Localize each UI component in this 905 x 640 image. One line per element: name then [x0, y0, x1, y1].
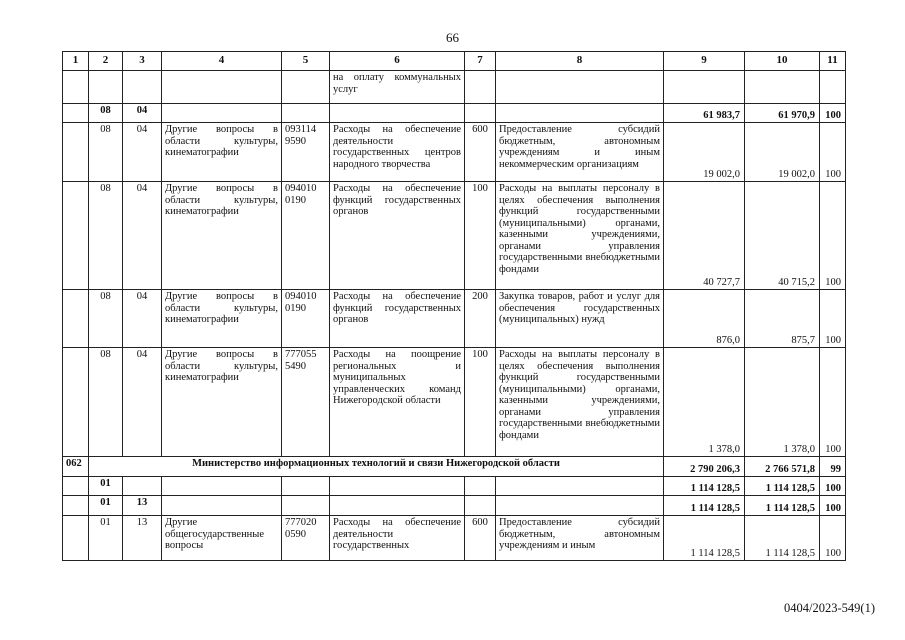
cell-subsection-code: 13 [123, 516, 162, 561]
document-code: 0404/2023-549(1) [784, 601, 875, 615]
cell-section [63, 477, 89, 496]
cell-section-code [89, 71, 123, 104]
column-header: 1 [63, 52, 89, 71]
cell-planned: 1 114 128,5 [664, 477, 745, 496]
column-header: 10 [745, 52, 820, 71]
cell-planned: 40 727,7 [664, 182, 745, 290]
cell-subsection-name [162, 71, 282, 104]
cell-expense-type: 100 [465, 182, 496, 290]
cell-section-code: 08 [89, 182, 123, 290]
cell-executed: 1 378,0 [745, 348, 820, 457]
cell-subsection-name [162, 104, 282, 123]
column-header: 6 [330, 52, 465, 71]
column-header: 4 [162, 52, 282, 71]
cell-planned: 2 790 206,3 [664, 457, 745, 477]
cell-percent [820, 71, 846, 104]
cell-section [63, 348, 89, 457]
cell-executed: 2 766 571,8 [745, 457, 820, 477]
cell-target-code [282, 496, 330, 516]
cell-planned [664, 71, 745, 104]
cell-section [63, 123, 89, 182]
cell-section [63, 516, 89, 561]
cell-expense-name: Расходы на выплаты персоналу в целях обеспечения выполнения функций государственными (муниципальными) органами, казенными учреждениями, органами управления государственными внебюджетными фондами [496, 348, 664, 457]
cell-subsection-name [162, 496, 282, 516]
page-number: 66 [446, 30, 459, 45]
cell-executed: 19 002,0 [745, 123, 820, 182]
cell-subsection-name: Другие вопросы в области культуры, кинематографии [162, 182, 282, 290]
cell-percent: 100 [820, 182, 846, 290]
cell-planned: 1 114 128,5 [664, 516, 745, 561]
header-row [63, 52, 846, 71]
table-row [63, 123, 846, 182]
cell-executed [745, 71, 820, 104]
cell-executed: 875,7 [745, 290, 820, 348]
cell-section [63, 104, 89, 123]
table-row [63, 496, 846, 516]
cell-subsection-name: Другие вопросы в области культуры, кинематографии [162, 123, 282, 182]
cell-target-code: 777020 0590 [282, 516, 330, 561]
table-row [63, 348, 846, 457]
cell-executed: 1 114 128,5 [745, 516, 820, 561]
cell-expense-type [465, 71, 496, 104]
cell-section-code: 08 [89, 348, 123, 457]
cell-executed: 1 114 128,5 [745, 496, 820, 516]
cell-section [63, 496, 89, 516]
cell-subsection-code: 04 [123, 348, 162, 457]
column-header: 2 [89, 52, 123, 71]
cell-expense-name: Закупка товаров, работ и услуг для обеспечения государственных (муниципальных) нужд [496, 290, 664, 348]
column-header: 9 [664, 52, 745, 71]
cell-expense-type [465, 104, 496, 123]
ministry-title: Министерство информационных технологий и связи Нижегородской области [89, 457, 664, 477]
cell-subsection-code: 04 [123, 104, 162, 123]
cell-target-name: Расходы на обеспечение функций государственных органов [330, 182, 465, 290]
column-header: 8 [496, 52, 664, 71]
table-row [63, 182, 846, 290]
cell-percent: 100 [820, 290, 846, 348]
cell-section [63, 71, 89, 104]
cell-subsection-name: Другие вопросы в области культуры, кинематографии [162, 290, 282, 348]
cell-expense-type [465, 477, 496, 496]
cell-target-code: 777055 5490 [282, 348, 330, 457]
cell-target-name: на оплату коммунальных услуг [330, 71, 465, 104]
cell-target-code [282, 477, 330, 496]
cell-target-name: Расходы на обеспечение деятельности государственных [330, 516, 465, 561]
cell-subsection-name: Другие вопросы в области культуры, кинематографии [162, 348, 282, 457]
column-header: 11 [820, 52, 846, 71]
cell-subsection-code: 04 [123, 123, 162, 182]
cell-subsection-code: 04 [123, 182, 162, 290]
cell-target-name [330, 104, 465, 123]
cell-expense-name [496, 477, 664, 496]
cell-percent: 99 [820, 457, 846, 477]
cell-expense-type: 600 [465, 123, 496, 182]
cell-expense-type [465, 496, 496, 516]
cell-expense-name: Предоставление субсидий бюджетным, автономным учреждениям и иным некоммерческим организациям [496, 123, 664, 182]
cell-expense-type: 200 [465, 290, 496, 348]
cell-subsection-code: 04 [123, 290, 162, 348]
cell-section [63, 290, 89, 348]
cell-section-code: 01 [89, 496, 123, 516]
cell-subsection-name: Другие общегосударственные вопросы [162, 516, 282, 561]
cell-target-name [330, 477, 465, 496]
cell-expense-name: Расходы на выплаты персоналу в целях обеспечения выполнения функций государственными (муниципальными) органами, казенными учреждениями, органами управления государственными внебюджетными фондами [496, 182, 664, 290]
budget-table [62, 51, 846, 561]
cell-expense-name [496, 71, 664, 104]
cell-expense-type: 100 [465, 348, 496, 457]
cell-percent: 100 [820, 123, 846, 182]
cell-section-code: 01 [89, 477, 123, 496]
column-header: 3 [123, 52, 162, 71]
cell-section-code: 08 [89, 290, 123, 348]
cell-subsection-code [123, 477, 162, 496]
cell-executed: 40 715,2 [745, 182, 820, 290]
cell-section [63, 182, 89, 290]
cell-section: 062 [63, 457, 89, 477]
cell-section-code: 08 [89, 104, 123, 123]
cell-target-name: Расходы на поощрение региональных и муниципальных управленческих команд Нижегородской области [330, 348, 465, 457]
cell-subsection-code: 13 [123, 496, 162, 516]
cell-percent: 100 [820, 104, 846, 123]
cell-section-code: 01 [89, 516, 123, 561]
cell-target-code [282, 104, 330, 123]
table-row [63, 477, 846, 496]
cell-target-code: 094010 0190 [282, 290, 330, 348]
table-row-ministry [63, 457, 846, 477]
cell-planned: 61 983,7 [664, 104, 745, 123]
cell-expense-type: 600 [465, 516, 496, 561]
cell-subsection-code [123, 71, 162, 104]
table-row [63, 71, 846, 104]
cell-target-name [330, 496, 465, 516]
cell-percent: 100 [820, 496, 846, 516]
cell-planned: 1 114 128,5 [664, 496, 745, 516]
column-header: 5 [282, 52, 330, 71]
cell-section-code: 08 [89, 123, 123, 182]
table-row [63, 516, 846, 561]
cell-percent: 100 [820, 348, 846, 457]
cell-expense-name [496, 496, 664, 516]
cell-percent: 100 [820, 477, 846, 496]
cell-planned: 876,0 [664, 290, 745, 348]
table-row [63, 104, 846, 123]
cell-target-code: 093114 9590 [282, 123, 330, 182]
cell-expense-name: Предоставление субсидий бюджетным, автономным учреждениям и иным [496, 516, 664, 561]
cell-target-name: Расходы на обеспечение функций государственных органов [330, 290, 465, 348]
cell-percent: 100 [820, 516, 846, 561]
cell-target-code [282, 71, 330, 104]
table-row [63, 290, 846, 348]
column-header: 7 [465, 52, 496, 71]
cell-subsection-name [162, 477, 282, 496]
cell-planned: 19 002,0 [664, 123, 745, 182]
cell-target-code: 094010 0190 [282, 182, 330, 290]
cell-planned: 1 378,0 [664, 348, 745, 457]
cell-target-name: Расходы на обеспечение деятельности государственных центров народного творчества [330, 123, 465, 182]
cell-executed: 1 114 128,5 [745, 477, 820, 496]
cell-executed: 61 970,9 [745, 104, 820, 123]
cell-expense-name [496, 104, 664, 123]
